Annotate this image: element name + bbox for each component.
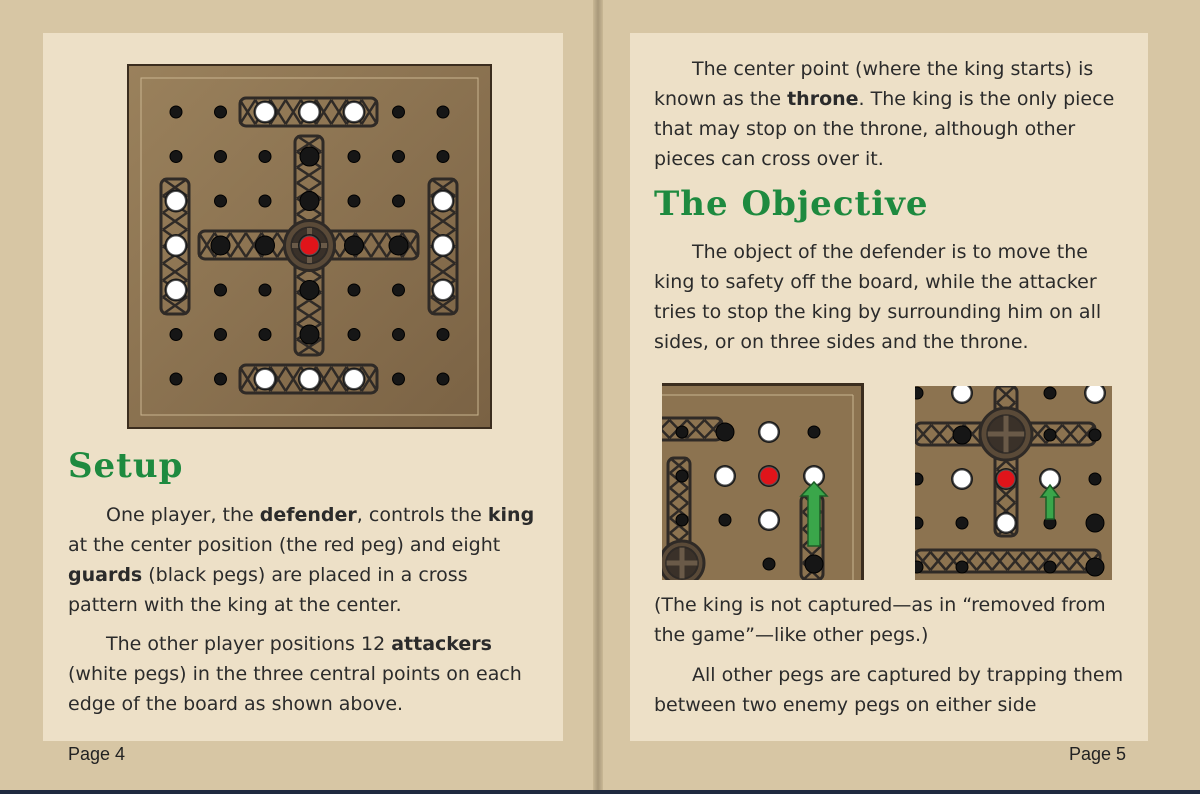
text: The center point (where the king starts) is known as the [654, 58, 1094, 110]
white-peg [167, 236, 186, 255]
setup-paragraph-2 [68, 629, 538, 719]
black-peg [215, 106, 227, 118]
setup-paragraph-1 [68, 500, 538, 620]
black-peg [676, 426, 688, 438]
black-peg [805, 555, 823, 573]
black-peg [256, 236, 275, 255]
objective-heading: The Objective [654, 184, 929, 224]
black-peg [808, 426, 820, 438]
black-peg [437, 329, 449, 341]
text: , controls the [356, 504, 488, 526]
black-peg [1044, 561, 1056, 573]
black-peg [676, 470, 688, 482]
guards-term: guards [68, 564, 143, 586]
black-peg [259, 329, 271, 341]
text: The other player positions 12 [106, 633, 392, 655]
black-peg [956, 561, 968, 573]
white-peg [434, 236, 453, 255]
black-peg [170, 329, 182, 341]
white-peg [1086, 386, 1104, 402]
white-peg [760, 423, 778, 441]
black-peg [393, 106, 405, 118]
king-move-example-1 [662, 383, 864, 580]
text: (The king is not captured—as in “removed from the game”—like other pegs.) [654, 594, 1106, 646]
white-peg [953, 470, 971, 488]
black-peg [259, 284, 271, 296]
black-peg [170, 373, 182, 385]
white-peg [167, 281, 186, 300]
black-peg [348, 195, 360, 207]
black-peg [915, 517, 923, 529]
text: at the center position (the red peg) and eight [68, 534, 501, 556]
black-peg [348, 329, 360, 341]
setup-board-diagram [127, 64, 492, 429]
throne-paragraph [654, 54, 1124, 174]
throne-symbol [662, 541, 704, 580]
black-peg [719, 514, 731, 526]
black-peg [437, 373, 449, 385]
black-peg [393, 329, 405, 341]
text: The object of the defender is to move the king to safety off the board, while the attacker tries to stop the king by surrounding him on all sides, or on three sides and the throne. [654, 241, 1102, 353]
black-peg [1086, 558, 1104, 576]
bottom-edge [0, 790, 1200, 794]
black-peg [437, 151, 449, 163]
black-peg [393, 373, 405, 385]
king-move-example-2 [915, 386, 1112, 580]
text: . The king is the only piece that may stop on the throne, although other pieces can cross over it. [654, 88, 1115, 170]
throne-symbol [980, 408, 1032, 460]
white-peg [760, 511, 778, 529]
black-peg [348, 284, 360, 296]
throne-term: throne [787, 88, 859, 110]
king-not-captured-paragraph [654, 590, 1124, 650]
black-peg [1044, 429, 1056, 441]
black-peg [259, 195, 271, 207]
black-peg [345, 236, 364, 255]
black-peg [300, 192, 319, 211]
defender-term: defender [259, 504, 357, 526]
white-peg [300, 370, 319, 389]
black-peg [170, 106, 182, 118]
black-peg [348, 151, 360, 163]
white-peg [716, 467, 734, 485]
black-peg [1089, 429, 1101, 441]
black-peg [215, 151, 227, 163]
page-number-right: Page 5 [1069, 744, 1127, 764]
capture-paragraph [654, 660, 1126, 720]
king-term: king [487, 504, 535, 526]
black-peg [953, 426, 971, 444]
black-peg [915, 473, 923, 485]
black-peg [393, 284, 405, 296]
black-peg [259, 151, 271, 163]
black-peg [215, 284, 227, 296]
king-peg [997, 470, 1015, 488]
black-peg [389, 236, 408, 255]
black-peg [956, 517, 968, 529]
king-peg [760, 467, 778, 485]
black-peg [170, 151, 182, 163]
black-peg [1086, 514, 1104, 532]
black-peg [1089, 473, 1101, 485]
black-peg [437, 106, 449, 118]
white-peg [167, 192, 186, 211]
black-peg [215, 329, 227, 341]
attackers-term: attackers [391, 633, 492, 655]
black-peg [915, 387, 923, 399]
text: All other pegs are captured by trapping them between two enemy pegs on either side [654, 664, 1124, 716]
white-peg [345, 103, 364, 122]
setup-heading: Setup [68, 446, 184, 486]
white-peg [256, 370, 275, 389]
text: One player, the [106, 504, 260, 526]
book-gutter [593, 0, 603, 790]
page-number-left: Page 4 [68, 744, 126, 764]
black-peg [676, 514, 688, 526]
white-peg [434, 192, 453, 211]
white-peg [256, 103, 275, 122]
text: (white pegs) in the three central points on each edge of the board as shown above. [68, 663, 522, 715]
white-peg [345, 370, 364, 389]
text: (black pegs) are placed in a cross pattern with the king at the center. [68, 564, 468, 616]
king-peg [300, 236, 319, 255]
black-peg [215, 195, 227, 207]
white-peg [953, 386, 971, 402]
black-peg [393, 151, 405, 163]
black-peg [915, 561, 923, 573]
black-peg [300, 281, 319, 300]
white-peg [300, 103, 319, 122]
white-peg [434, 281, 453, 300]
black-peg [300, 147, 319, 166]
black-peg [393, 195, 405, 207]
objective-paragraph [654, 237, 1126, 357]
black-peg [215, 373, 227, 385]
black-peg [1044, 387, 1056, 399]
black-peg [716, 423, 734, 441]
black-peg [211, 236, 230, 255]
black-peg [300, 325, 319, 344]
white-peg [997, 514, 1015, 532]
black-peg [763, 558, 775, 570]
